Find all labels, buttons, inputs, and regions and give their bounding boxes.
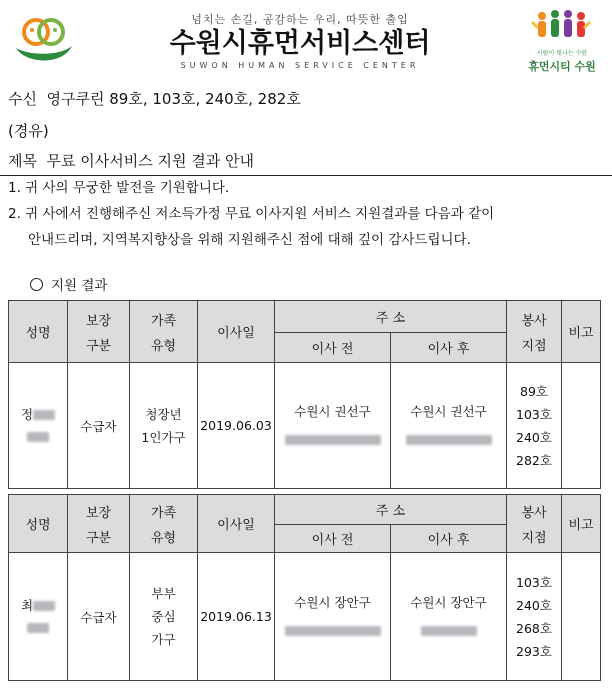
header-family: 가족 유형 (130, 495, 198, 553)
redacted-address (406, 435, 492, 445)
cell-note (562, 553, 601, 681)
cell-note (562, 363, 601, 489)
header-after: 이사 후 (391, 333, 507, 363)
header-date: 이사일 (198, 301, 275, 363)
cell-before: 수원시 권선구 (275, 363, 391, 489)
result-table-2 (8, 494, 601, 681)
header-note: 비고 (562, 301, 601, 363)
cell-name: 정 (9, 363, 68, 489)
redacted-name (27, 623, 49, 633)
org-title-block (150, 12, 450, 72)
subject-label: 제목 (8, 152, 37, 170)
paragraph-2-line-1: 2. 귀 사에서 진행해주신 저소득가정 무료 이사지원 서비스 지원결과를 다음과 같이 (8, 206, 495, 222)
recipient-label: 수신 (8, 90, 37, 108)
subject-value: 무료 이사서비스 지원 결과 안내 (46, 152, 254, 170)
letterhead (0, 0, 612, 80)
header-type: 보장 구분 (68, 301, 130, 363)
cell-before: 수원시 장안구 (275, 553, 391, 681)
header-branch: 봉사 지점 (507, 301, 562, 363)
section-title-text: 지원 결과 (51, 278, 108, 294)
org-name: 수원시휴먼서비스센터 (169, 28, 431, 59)
cell-type: 수급자 (68, 363, 130, 489)
cell-date: 2019.06.03 (198, 363, 275, 489)
slogan: 넘치는 손길, 공감하는 우리, 따뜻한 출입 (191, 13, 409, 26)
section-title (30, 274, 107, 294)
header-name: 성명 (9, 301, 68, 363)
table-row (9, 553, 601, 681)
header-note: 비고 (562, 495, 601, 553)
header-after: 이사 후 (391, 525, 507, 553)
cell-branch: 89호 103호 240호 282호 (507, 363, 562, 489)
header-name: 성명 (9, 495, 68, 553)
center-logo-icon (12, 10, 74, 68)
humancity-logo (520, 8, 604, 74)
people-icon (520, 8, 604, 48)
org-name-english: SUWON HUMAN SERVICE CENTER (180, 61, 420, 70)
redacted-name (33, 410, 55, 420)
header-type: 보장 구분 (68, 495, 130, 553)
header-before: 이사 전 (275, 333, 391, 363)
subject-line (8, 150, 254, 171)
redacted-name (33, 601, 55, 611)
cell-family: 부부 중심 가구 (130, 553, 198, 681)
recipient-line (8, 88, 301, 109)
paragraph-1: 1. 귀 사의 무궁한 발전을 기원합니다. (8, 180, 230, 196)
header-date: 이사일 (198, 495, 275, 553)
table-row (9, 363, 601, 489)
redacted-address (285, 435, 381, 445)
via-line: (경유) (8, 122, 49, 140)
redacted-address (421, 626, 477, 636)
humancity-name: 휴먼시티 수원 (528, 60, 596, 73)
result-table-1 (8, 300, 601, 489)
header-before: 이사 전 (275, 525, 391, 553)
header-family: 가족 유형 (130, 301, 198, 363)
cell-after: 수원시 권선구 (391, 363, 507, 489)
redacted-name (27, 432, 49, 442)
recipient-value: 영구쿠린 89호, 103호, 240호, 282호 (46, 90, 301, 108)
header-address: 주 소 (275, 301, 507, 333)
redacted-address (285, 626, 381, 636)
circle-bullet-icon (30, 278, 43, 291)
cell-family: 청장년 1인가구 (130, 363, 198, 489)
cell-name: 최 (9, 553, 68, 681)
humancity-slogan: 사람이 빛나는 수원 (536, 50, 588, 57)
cell-after: 수원시 장안구 (391, 553, 507, 681)
paragraph-2-line-2: 안내드리며, 지역복지향상을 위해 지원해주신 점에 대해 깊이 감사드립니다. (28, 232, 471, 248)
cell-type: 수급자 (68, 553, 130, 681)
header-address: 주 소 (275, 495, 507, 525)
cell-branch: 103호 240호 268호 293호 (507, 553, 562, 681)
header-branch: 봉사 지점 (507, 495, 562, 553)
cell-date: 2019.06.13 (198, 553, 275, 681)
